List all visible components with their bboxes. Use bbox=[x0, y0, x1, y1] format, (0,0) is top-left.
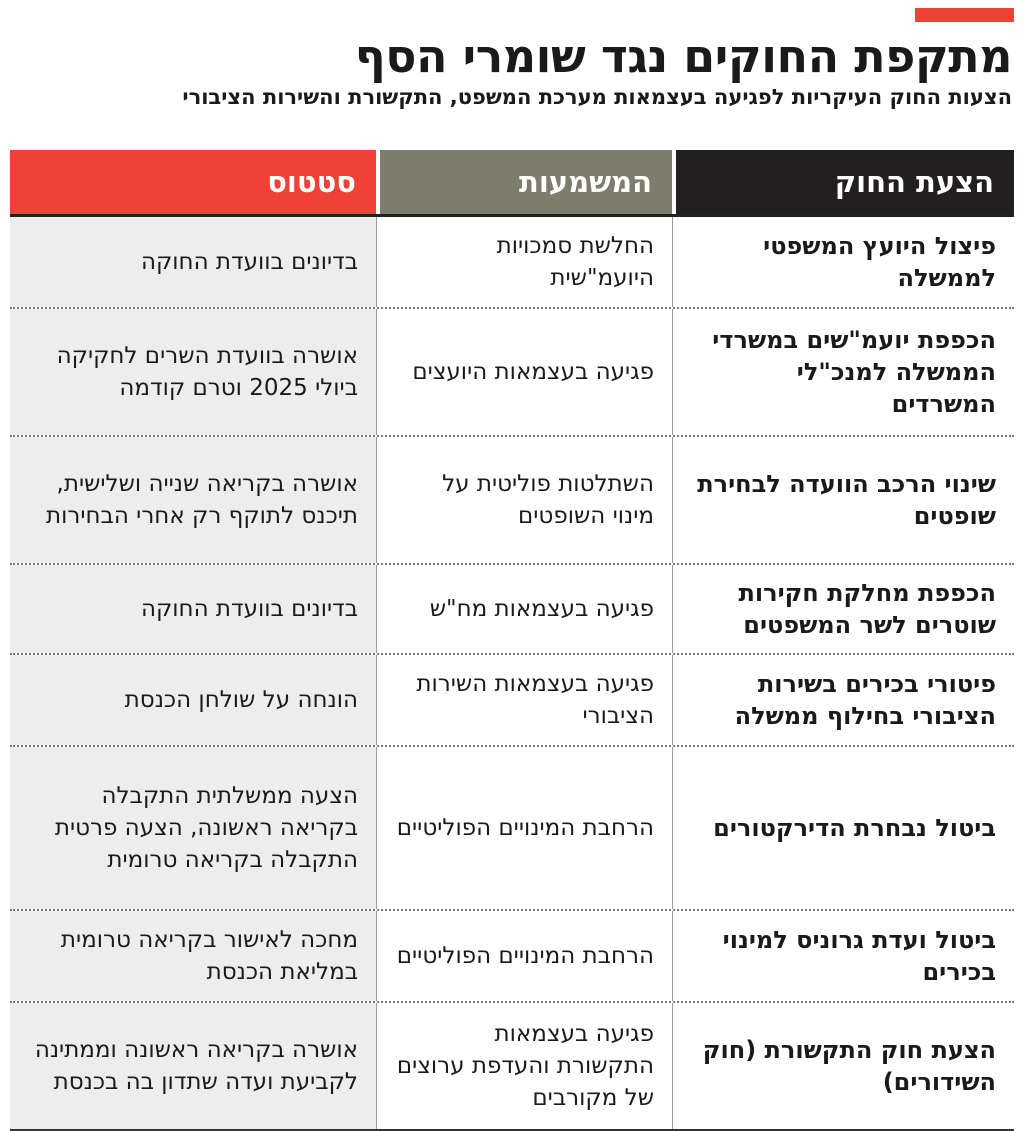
header-bill: הצעת החוק bbox=[672, 150, 1014, 214]
meaning-text: פגיעה בעצמאות היועצים bbox=[412, 359, 654, 385]
status-text: בדיונים בוועדת החוקה bbox=[140, 596, 358, 622]
meaning-text: החלשת סמכויות היועמ"שית bbox=[496, 233, 654, 291]
status-text: אושרה בקריאה שנייה ושלישית, תיכנס לתוקף רק אחרי הבחירות bbox=[46, 471, 358, 529]
table-row bbox=[10, 217, 1014, 309]
meaning-text: פגיעה בעצמאות השירות הציבורי bbox=[416, 671, 654, 729]
table-header bbox=[10, 150, 1014, 217]
status-text: אושרה בוועדת השרים לחקיקה ביולי 2025 וטרם קודמה bbox=[56, 343, 358, 401]
bill-text: הצעת חוק התקשורת (חוק השידורים) bbox=[702, 1036, 996, 1096]
meaning-cell bbox=[376, 437, 672, 563]
bill-cell bbox=[672, 1003, 1014, 1129]
table-row bbox=[10, 565, 1014, 655]
bill-text: הכפפת מחלקת חקירות שוטרים לשר המשפטים bbox=[738, 579, 996, 639]
header-status: סטטוס bbox=[10, 150, 376, 214]
status-cell bbox=[10, 747, 376, 909]
status-cell bbox=[10, 217, 376, 307]
meaning-text: הרחבת המינויים הפוליטיים bbox=[396, 943, 654, 969]
meaning-cell bbox=[376, 747, 672, 909]
table-row bbox=[10, 437, 1014, 565]
bill-cell bbox=[672, 217, 1014, 307]
bill-cell bbox=[672, 911, 1014, 1001]
meaning-cell bbox=[376, 1003, 672, 1129]
status-cell bbox=[10, 911, 376, 1001]
meaning-cell bbox=[376, 911, 672, 1001]
bill-text: שינוי הרכב הוועדה לבחירת שופטים bbox=[697, 470, 996, 530]
status-text: בדיונים בוועדת החוקה bbox=[140, 249, 358, 275]
status-cell bbox=[10, 437, 376, 563]
status-cell bbox=[10, 309, 376, 435]
table-row bbox=[10, 911, 1014, 1003]
bill-cell bbox=[672, 437, 1014, 563]
bill-text: פיצול היועץ המשפטי לממשלה bbox=[763, 232, 996, 292]
status-cell bbox=[10, 1003, 376, 1129]
bill-text: הכפפת יועמ"שים במשרדי הממשלה למנכ"לי המשרדים bbox=[712, 326, 996, 418]
table-row bbox=[10, 1003, 1014, 1131]
table-row bbox=[10, 309, 1014, 437]
meaning-text: פגיעה בעצמאות התקשורת והעדפת ערוצים של מקורבים bbox=[396, 1021, 654, 1111]
table-row bbox=[10, 655, 1014, 747]
bill-cell bbox=[672, 655, 1014, 745]
status-cell bbox=[10, 655, 376, 745]
bill-cell bbox=[672, 747, 1014, 909]
bill-text: פיטורי בכירים בשירות הציבורי בחילוף ממשלה bbox=[734, 670, 996, 730]
bill-cell bbox=[672, 565, 1014, 653]
meaning-text: פגיעה בעצמאות מח"ש bbox=[429, 596, 654, 622]
table-row bbox=[10, 747, 1014, 911]
status-text: אושרה בקריאה ראשונה וממתינה לקביעת ועדה שתדון בה בכנסת bbox=[34, 1037, 358, 1095]
status-cell bbox=[10, 565, 376, 653]
accent-bar bbox=[915, 8, 1014, 22]
meaning-cell bbox=[376, 655, 672, 745]
status-text: הצעה ממשלתית התקבלה בקריאה ראשונה, הצעה פרטית התקבלה בקריאה טרומית bbox=[54, 783, 358, 873]
meaning-cell bbox=[376, 309, 672, 435]
meaning-cell bbox=[376, 565, 672, 653]
page-subtitle: הצעות החוק העיקריות לפגיעה בעצמאות מערכת המשפט, התקשורת והשירות הציבורי bbox=[182, 85, 1012, 109]
bill-text: ביטול נבחרת הדירקטורים bbox=[713, 814, 996, 842]
header-meaning: המשמעות bbox=[376, 150, 672, 214]
bill-text: ביטול ועדת גרוניס למינוי בכירים bbox=[722, 926, 996, 986]
bills-table bbox=[10, 150, 1014, 1131]
page-title: מתקפת החוקים נגד שומרי הסף bbox=[354, 29, 1012, 83]
status-text: מחכה לאישור בקריאה טרומית במליאת הכנסת bbox=[60, 927, 358, 985]
meaning-cell bbox=[376, 217, 672, 307]
bill-cell bbox=[672, 309, 1014, 435]
meaning-text: הרחבת המינויים הפוליטיים bbox=[396, 815, 654, 841]
meaning-text: השתלטות פוליטית על מינוי השופטים bbox=[442, 471, 654, 529]
status-text: הונחה על שולחן הכנסת bbox=[124, 687, 358, 713]
